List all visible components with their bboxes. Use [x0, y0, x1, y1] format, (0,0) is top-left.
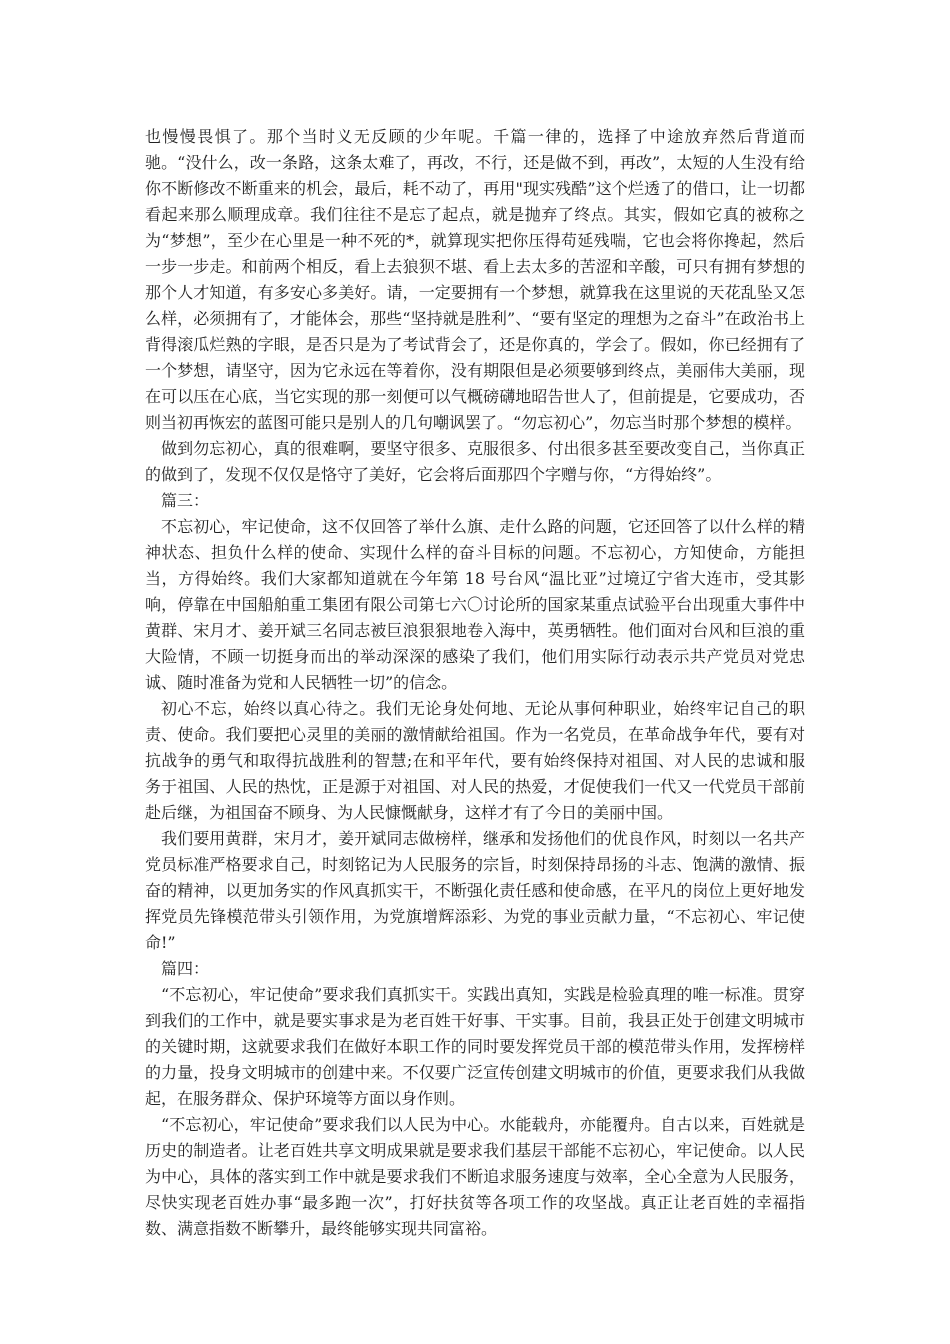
document-page [145, 124, 805, 1242]
paragraph-5: 我们要用黄群，宋月才，姜开斌同志做榜样，继承和发扬他们的优良作风，时刻以一名共产党员标准严格要求自己，时刻铭记为人民服务的宗旨，时刻保持昂扬的斗志、饱满的激情、振奋的精神，以更加务实的作风真抓实干，不断强化责任感和使命感，在平凡的岗位上更好地发挥党员先锋模范带头引领作用，为党旗增辉添彩、为党的事业贡献力量，“不忘初心、牢记使命!” [145, 829, 805, 952]
paragraph-6: “不忘初心，牢记使命”要求我们真抓实干。实践出真知，实践是检验真理的唯一标准。贯穿到我们的工作中，就是要实事求是为老百姓干好事、干实事。目前，我县正处于创建文明城市的关键时期，这就要求我们在做好本职工作的同时要发挥党员干部的模范带头作用，发挥榜样的力量，投身文明城市的创建中来。不仅要广泛宣传创建文明城市的价值，更要求我们从我做起，在服务群众、保护环境等方面以身作则。 [145, 985, 805, 1108]
paragraph-4: 初心不忘，始终以真心待之。我们无论身处何地、无论从事何种职业，始终牢记自己的职责、使命。我们要把心灵里的美丽的激情献给祖国。作为一名党员，在革命战争年代，要有对抗战争的勇气和取得抗战胜利的智慧;在和平年代，要有始终保持对祖国、对人民的忠诚和服务于祖国、人民的热忱，正是源于对祖国、对人民的热爱，才促使我们一代又一代党员干部前赴后继，为祖国奋不顾身、为人民慷慨献身，这样才有了今日的美丽中国。 [145, 699, 805, 822]
section-heading-4: 篇四： [161, 959, 210, 978]
paragraph-7: “不忘初心，牢记使命”要求我们以人民为中心。水能载舟，亦能覆舟。自古以来，百姓就是历史的制造者。让老百姓共享文明成果就是要求我们基层干部能不忘初心，牢记使命。以人民为中心，具体的落实到工作中就是要求我们不断追求服务速度与效率，全心全意为人民服务，尽快实现老百姓办事“最多跑一次”，打好扶贫等各项工作的攻坚战。真正让老百姓的幸福指数、满意指数不断攀升，最终能够实现共同富裕。 [145, 1115, 805, 1238]
paragraph-1: 也慢慢畏惧了。那个当时义无反顾的少年呢。千篇一律的，选择了中途放弃然后背道而驰。“没什么，改一条路，这条太难了，再改，不行，还是做不到，再改”，太短的人生没有给你不断修改不断重来的机会，最后，耗不动了，再用"现实残酷”这个烂透了的借口，让一切都看起来那么顺理成章。我们往往不是忘了起点，就是抛弃了终点。其实，假如它真的被称之为“梦想”，至少在心里是一种不死的*，就算现实把你压得苟延残喘，它也会将你搀起，然后一步一步走。和前两个相反，看上去狼狈不堪、看上去太多的苦涩和辛酸，可只有拥有梦想的那个人才知道，有多安心多美好。请，一定要拥有一个梦想，就算我在这里说的天花乱坠又怎么样，必须拥有了，才能体会，那些“坚持就是胜利”、“要有坚定的理想为之奋斗”在政治书上背得滚瓜烂熟的字眼，是否只是为了考试背会了，还是你真的，学会了。假如，你已经拥有了一个梦想，请坚守，因为它永远在等着你，没有期限但是必须要够到终点，美丽伟大美丽，现在可以压在心底，当它实现的那一刻便可以气概磅礴地昭告世人了，但前提是，它要成功，否则当初再恢宏的蓝图可能只是别人的几句嘲讽罢了。“勿忘初心”，勿忘当时那个梦想的模样。 [145, 127, 805, 432]
section-heading-3: 篇三： [161, 491, 210, 510]
paragraph-2: 做到勿忘初心，真的很难啊，要坚守很多、克服很多、付出很多甚至要改变自己，当你真正的做到了，发现不仅仅是恪守了美好，它会将后面那四个字赠与你，“方得始终”。 [145, 439, 805, 484]
paragraph-3: 不忘初心，牢记使命，这不仅回答了举什么旗、走什么路的问题，它还回答了以什么样的精神状态、担负什么样的使命、实现什么样的奋斗目标的问题。不忘初心，方知使命，方能担当，方得始终。我们大家都知道就在今年第 18 号台风“温比亚”过境辽宁省大连市，受其影响，停靠在中国船舶重工集团有限公司第七六〇讨论所的国家某重点试验平台出现重大事件中黄群、宋月才、姜开斌三名同志被巨浪狠狠地卷入海中，英勇牺牲。他们面对台风和巨浪的重大险情，不顾一切挺身而出的举动深深的感染了我们，他们用实际行动表示共产党员对党忠诚、随时准备为党和人民牺牲一切”的信念。 [145, 517, 805, 692]
